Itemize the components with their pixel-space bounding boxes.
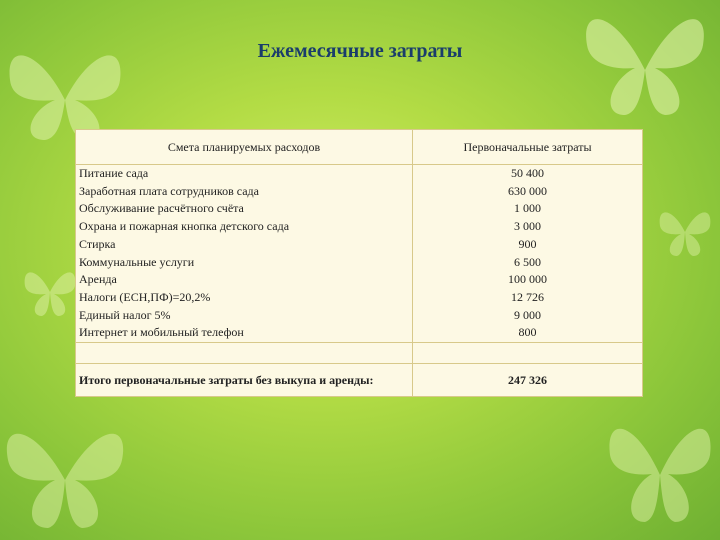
value-item: 900: [518, 236, 537, 251]
list-item: Интернет и мобильный телефон: [79, 325, 244, 340]
butterfly-icon: [0, 410, 130, 540]
list-item: Единый налог 5%: [79, 307, 171, 322]
list-item: Охрана и пожарная кнопка детского сада: [79, 219, 290, 234]
total-label: Итого первоначальные затраты без выкупа и аренды:: [76, 364, 413, 397]
total-row: [76, 364, 643, 397]
butterfly-icon: [20, 260, 80, 320]
header-initial-costs: Первоначальные затраты: [413, 130, 643, 165]
expense-table: [75, 129, 643, 397]
value-item: 630 000: [508, 183, 547, 198]
list-item: Коммунальные услуги: [79, 254, 195, 269]
value-item: 100 000: [508, 272, 547, 287]
list-item: Питание сада: [79, 166, 149, 180]
value-item: 3 000: [514, 219, 541, 234]
value-list: [416, 165, 639, 342]
item-list: [79, 165, 409, 342]
butterfly-icon: [600, 400, 720, 540]
list-item: Аренда: [79, 272, 117, 287]
value-item: 50 400: [511, 166, 544, 180]
header-budget: Смета планируемых расходов: [76, 130, 413, 165]
empty-row: [76, 343, 643, 364]
list-item: Заработная плата сотрудников сада: [79, 183, 259, 198]
table-row: [76, 165, 643, 343]
value-item: 12 726: [511, 289, 544, 304]
list-item: Стирка: [79, 236, 116, 251]
value-item: 6 500: [514, 254, 541, 269]
butterfly-icon: [655, 200, 715, 260]
value-item: 1 000: [514, 201, 541, 216]
list-item: Налоги (ЕСН,ПФ)=20,2%: [79, 289, 211, 304]
value-item: 9 000: [514, 307, 541, 322]
table-header-row: [76, 130, 643, 165]
slide-title: Ежемесячные затраты: [257, 40, 463, 62]
value-item: 800: [518, 325, 537, 340]
total-value: 247 326: [413, 364, 643, 397]
list-item: Обслуживание расчётного счёта: [79, 201, 244, 216]
butterfly-icon: [575, 0, 715, 130]
